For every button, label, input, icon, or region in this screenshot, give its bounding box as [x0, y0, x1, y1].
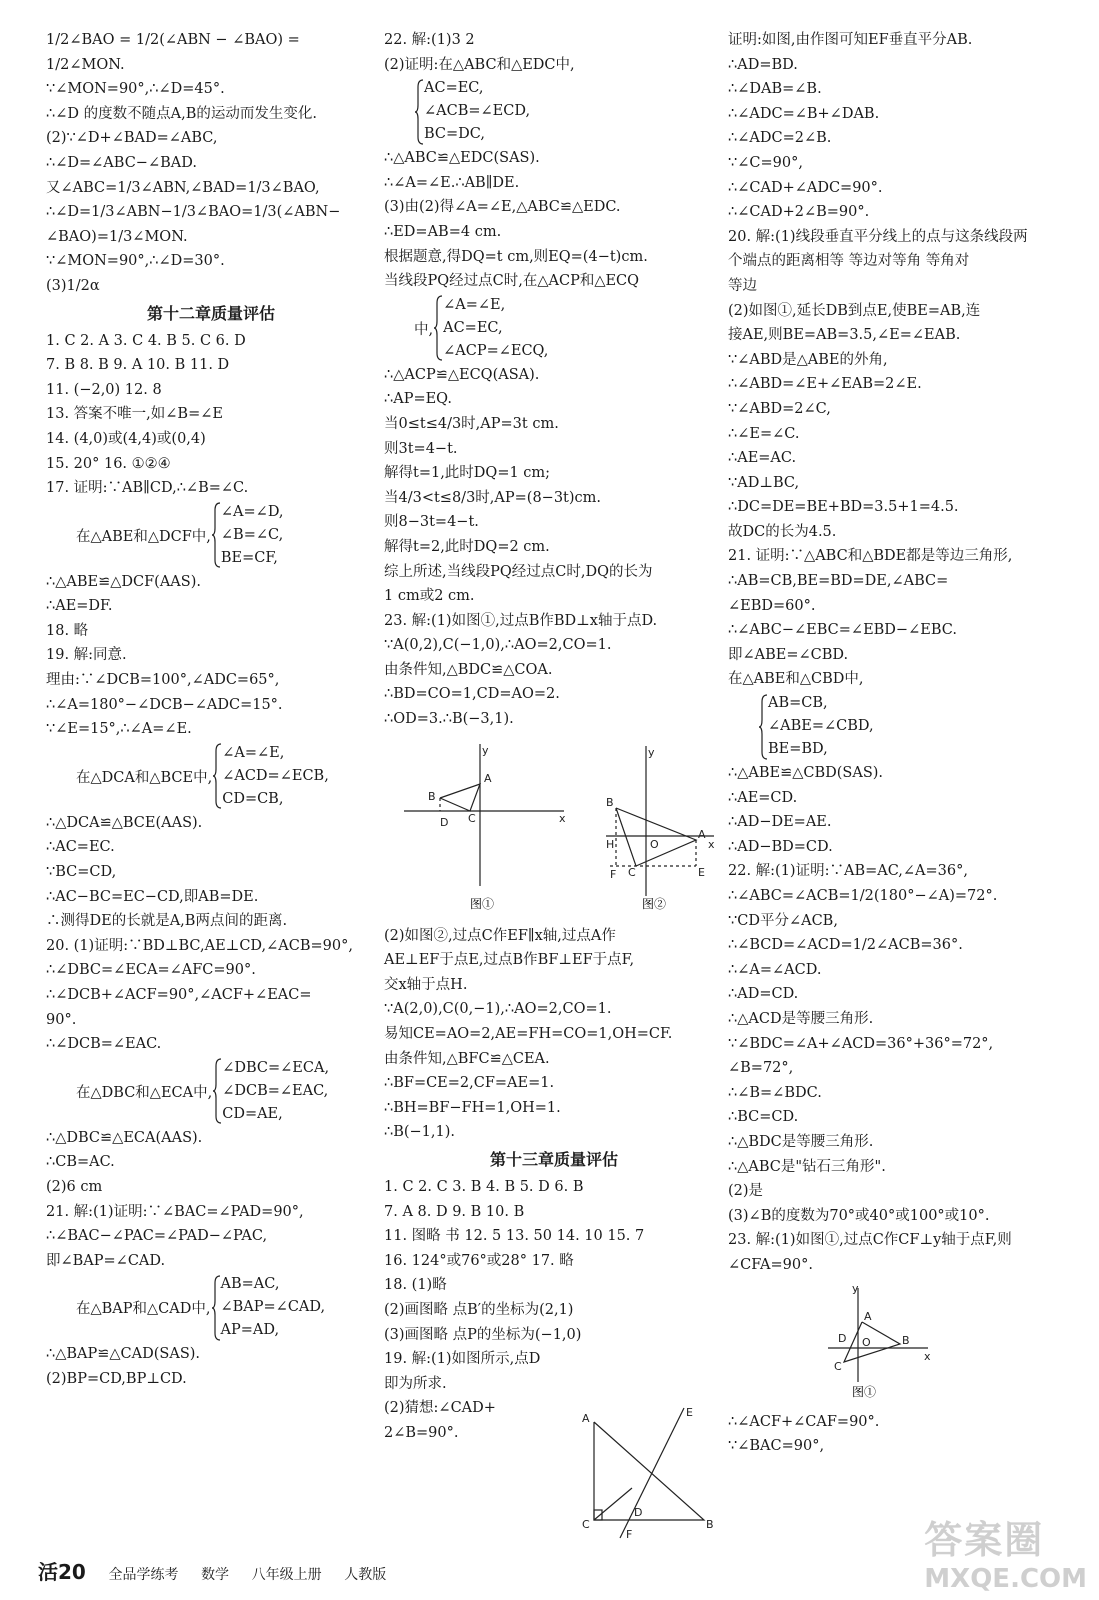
- text-line: ∠EBD=60°.: [728, 597, 816, 614]
- svg-text:F: F: [610, 867, 617, 881]
- svg-text:E: E: [686, 1406, 693, 1419]
- column-right: [728, 28, 1068, 1459]
- svg-text:O: O: [862, 1335, 871, 1349]
- text-line: ∴AP=EQ.: [384, 391, 452, 408]
- text-line: ∴∠ADC=2∠B.: [728, 130, 832, 147]
- equation-system: [384, 294, 724, 363]
- text-line: ∴∠E=∠C.: [728, 425, 800, 442]
- svg-text:C: C: [468, 811, 476, 825]
- text-line: 即∠BAP=∠CAD.: [46, 1252, 166, 1269]
- figure-2-caption: 图②: [642, 896, 667, 911]
- brace-icon: [414, 79, 424, 145]
- edition: 人教版: [344, 1567, 387, 1583]
- text-line: ∵A(2,0),C(0,−1),∴AO=2,CO=1.: [384, 1001, 612, 1018]
- answer-block: [728, 1410, 1068, 1459]
- text-line: 由条件知,△BFC≌△CEA.: [384, 1050, 550, 1067]
- equation-system: [728, 692, 1068, 761]
- text-line: ∴∠A=∠ACD.: [728, 961, 822, 978]
- system-rows: [443, 294, 548, 363]
- system-row: AC=EC,: [424, 80, 484, 97]
- figure-23-caption: 图①: [852, 1384, 877, 1399]
- text-line: 18. 略: [46, 622, 89, 639]
- text-line: 1 cm或2 cm.: [384, 588, 475, 605]
- brace-icon: [212, 1058, 222, 1124]
- text-line: 1. C 2. C 3. B 4. B 5. D 6. B: [384, 1179, 584, 1195]
- system-row: ∠DCB=∠EAC,: [222, 1082, 329, 1099]
- text-line: (2)证明:在△ABC和△EDC中,: [384, 56, 575, 73]
- text-line: 等边: [728, 277, 757, 294]
- answer-block: [384, 28, 724, 77]
- system-row: ∠BAP=∠CAD,: [220, 1299, 326, 1316]
- system-row: BC=DC,: [424, 126, 485, 143]
- answer-block: [384, 146, 724, 294]
- system-prefix: 在△BAP和△CAD中,: [76, 1301, 211, 1318]
- text-line: 根据题意,得DQ=t cm,则EQ=(4−t)cm.: [384, 248, 648, 265]
- text-line: 当4/3<t≤8/3时,AP=(8−3t)cm.: [384, 489, 602, 506]
- svg-text:x: x: [924, 1349, 931, 1363]
- system-rows: [222, 742, 329, 811]
- text-line: ∴∠ADC=∠B+∠DAB.: [728, 105, 880, 122]
- text-line: ∴△ABC≌△EDC(SAS).: [384, 150, 540, 167]
- chapter-13-heading: 第十三章质量评估: [489, 1150, 618, 1169]
- svg-text:A: A: [698, 827, 706, 841]
- svg-text:B: B: [706, 1518, 714, 1531]
- svg-text:y: y: [852, 1281, 859, 1295]
- system-prefix: 在△DBC和△ECA中,: [76, 1084, 213, 1101]
- watermark-text: 答案圈: [924, 1518, 1045, 1562]
- svg-text:O: O: [650, 837, 659, 851]
- text-line: ∴∠A=180°−∠DCB−∠ADC=15°.: [46, 696, 283, 713]
- equation-system: [46, 1273, 376, 1342]
- text-line: (2)是: [728, 1183, 764, 1200]
- text-line: 15. 20° 16. ①②④: [46, 455, 171, 472]
- text-line: 22. 解:(1)3 2: [384, 32, 475, 48]
- text-line: ∴∠ABC−∠EBC=∠EBD−∠EBC.: [728, 622, 957, 639]
- text-line: 即∠ABE=∠CBD.: [728, 646, 849, 663]
- text-line: ∴△ABE≌△DCF(AAS).: [46, 573, 201, 590]
- chapter-12-heading: 第十二章质量评估: [146, 303, 275, 323]
- text-line: ∴B(−1,1).: [384, 1124, 456, 1141]
- text-line: ∴AD−DE=AE.: [728, 814, 832, 831]
- text-line: ∴AD=CD.: [728, 986, 799, 1003]
- text-line: (2)6 cm: [46, 1178, 103, 1195]
- brace-icon: [212, 743, 222, 809]
- svg-text:y: y: [648, 745, 655, 759]
- text-line: ∴AE=CD.: [728, 789, 798, 806]
- svg-text:A: A: [864, 1309, 872, 1323]
- text-line: ∴AD=BD.: [728, 56, 798, 73]
- text-line: ∴ED=AB=4 cm.: [384, 223, 502, 240]
- text-line: ∵CD平分∠ACB,: [728, 912, 838, 929]
- text-line: 20. 解:(1)线段垂直平分线上的点与这条线段两: [728, 228, 1028, 245]
- text-line: (3)由(2)得∠A=∠E,△ABC≌△EDC.: [384, 199, 621, 216]
- text-line: ∴AD−BD=CD.: [728, 838, 833, 855]
- text-line: 当线段PQ经过点C时,在△ACP和△ECQ: [384, 273, 640, 290]
- svg-text:C: C: [834, 1359, 842, 1373]
- text-line: 交x轴于点H.: [384, 976, 468, 993]
- text-line: ∴∠DCB=∠EAC.: [46, 1036, 162, 1053]
- text-line: ∴AC−BC=EC−CD,即AB=DE.: [46, 888, 259, 905]
- system-row: ∠A=∠E,: [443, 296, 506, 313]
- equation-system: [384, 77, 724, 146]
- text-line: ∴∠D=∠ABC−∠BAD.: [46, 154, 197, 171]
- text-line: 理由:∵∠DCB=100°,∠ADC=65°,: [46, 672, 280, 689]
- page-number: 活20: [38, 1560, 86, 1584]
- system-row: ∠ACP=∠ECQ,: [443, 342, 549, 359]
- system-row: AB=AC,: [220, 1276, 280, 1293]
- text-line: ∴△BAP≌△CAD(SAS).: [46, 1346, 201, 1363]
- svg-text:B: B: [606, 795, 614, 809]
- text-line: ∵∠ABD=2∠C,: [728, 400, 831, 417]
- text-line: 21. 解:(1)证明:∵∠BAC=∠PAD=90°,: [46, 1203, 304, 1220]
- text-line: ∵∠MON=90°,∴∠D=45°.: [46, 81, 225, 98]
- svg-text:D: D: [440, 815, 449, 829]
- equation-system: [46, 1057, 376, 1126]
- text-line: 故DC的长为4.5.: [728, 523, 837, 540]
- text-line: 90°.: [46, 1011, 77, 1028]
- text-line: 接AE,则BE=AB=3.5,∠E=∠EAB.: [728, 327, 961, 344]
- text-line: ∵∠BDC=∠A+∠ACD=36°+36°=72°,: [728, 1035, 994, 1052]
- text-line: ∴△DCA≌△BCE(AAS).: [46, 814, 203, 831]
- figure-1-caption: 图①: [470, 896, 495, 911]
- text-line: 解得t=2,此时DQ=2 cm.: [384, 538, 550, 555]
- answer-block: [46, 1342, 376, 1391]
- text-line: 16. 124°或76°或28° 17. 略: [384, 1252, 574, 1269]
- text-line: 23. 解:(1)如图①,过点C作CF⊥y轴于点F,则: [728, 1232, 1012, 1249]
- text-line: ∴∠DCB+∠ACF=90°,∠ACF+∠EAC=: [46, 987, 312, 1003]
- text-line: ∴OD=3.∴B(−3,1).: [384, 711, 514, 728]
- text-line: ∴∠BCD=∠ACD=1/2∠ACB=36°.: [728, 937, 963, 954]
- system-row: BE=CF,: [220, 549, 278, 566]
- text-line: 21. 证明:∵△ABC和△BDE都是等边三角形,: [728, 548, 1013, 565]
- column-middle: [384, 28, 724, 1540]
- text-line: ∴∠D 的度数不随点A,B的运动而发生变化.: [46, 105, 317, 122]
- text-line: 1/2∠BAO = 1/2(∠ABN − ∠BAO) =: [46, 32, 300, 48]
- text-line: ∴△BDC是等腰三角形.: [728, 1133, 874, 1150]
- svg-text:B: B: [902, 1333, 910, 1347]
- watermark: [924, 1509, 1087, 1594]
- text-line: ∵∠C=90°,: [728, 154, 803, 171]
- text-line: 17. 证明:∵AB∥CD,∴∠B=∠C.: [46, 480, 249, 497]
- system-rows: [222, 1057, 329, 1126]
- text-line: 即为所求.: [384, 1375, 447, 1392]
- text-line: ∴BF=CE=2,CF=AE=1.: [384, 1075, 555, 1092]
- text-line: ∴△ABC是"钻石三角形".: [728, 1158, 886, 1175]
- svg-text:E: E: [698, 865, 705, 879]
- text-line: 14. (4,0)或(4,4)或(0,4): [46, 430, 206, 447]
- text-line: ∴∠ABD=∠E+∠EAB=2∠E.: [728, 376, 922, 393]
- system-row: AC=EC,: [443, 319, 503, 336]
- text-line: ∴∠DBC=∠ECA=∠AFC=90°.: [46, 962, 256, 979]
- answer-block: [384, 924, 724, 1145]
- answer-block: [46, 28, 376, 299]
- text-line: ∴∠CAD+2∠B=90°.: [728, 204, 870, 221]
- system-prefix: 中,: [414, 321, 434, 338]
- text-line: ∴∠A=∠E.∴AB∥DE.: [384, 174, 520, 191]
- text-line: ∴AB=CB,BE=BD=DE,∠ABC=: [728, 573, 949, 590]
- text-line: 11. 图略 书 12. 5 13. 50 14. 10 15. 7: [384, 1228, 645, 1245]
- text-line: ∴AE=AC.: [728, 450, 797, 467]
- text-line: 在△ABE和△CBD中,: [728, 671, 864, 688]
- equation-system: [46, 742, 376, 811]
- text-line: ∴∠ACF+∠CAF=90°.: [728, 1413, 880, 1430]
- text-line: 由条件知,△BDC≌△COA.: [384, 661, 553, 678]
- text-line: 易知CE=AO=2,AE=FH=CO=1,OH=CF.: [384, 1026, 673, 1043]
- coordinate-figures-svg: [384, 736, 724, 916]
- text-line: ∴∠CAD+∠ADC=90°.: [728, 179, 883, 196]
- text-line: (3)∠B的度数为70°或40°或100°或10°.: [728, 1207, 990, 1224]
- text-line: 18. (1)略: [384, 1277, 447, 1294]
- text-line: ∴△ACP≌△ECQ(ASA).: [384, 366, 540, 383]
- text-line: ∴△ABE≌△CBD(SAS).: [728, 765, 884, 782]
- answer-block: [728, 761, 1068, 1277]
- text-line: (3)1/2α: [46, 277, 100, 294]
- text-line: ∴∠B=∠BDC.: [728, 1084, 822, 1101]
- text-line: ∴△DBC≌△ECA(AAS).: [46, 1129, 203, 1146]
- text-line: ∴CB=AC.: [46, 1154, 115, 1171]
- svg-text:x: x: [708, 837, 715, 851]
- text-line: (2)如图②,过点C作EF∥x轴,过点A作: [384, 927, 616, 944]
- text-line: ∴AC=EC.: [46, 839, 115, 856]
- column-left: [46, 28, 376, 1392]
- text-line: ∴∠D=1/3∠ABN−1/3∠BAO=1/3(∠ABN−: [46, 204, 341, 221]
- text-line: ∵A(0,2),C(−1,0),∴AO=2,CO=1.: [384, 637, 612, 654]
- system-row: AP=AD,: [220, 1322, 280, 1339]
- system-rows: [221, 501, 284, 570]
- system-rows: [221, 1273, 326, 1342]
- svg-text:y: y: [482, 743, 489, 757]
- text-line: 则8−3t=4−t.: [384, 514, 479, 531]
- svg-text:A: A: [484, 771, 492, 785]
- text-line: ∴BD=CO=1,CD=AO=2.: [384, 686, 560, 703]
- system-prefix: 在△DCA和△BCE中,: [76, 769, 213, 786]
- text-line: ∴BC=CD.: [728, 1109, 799, 1126]
- svg-text:C: C: [628, 865, 636, 879]
- coordinate-figures: [384, 736, 724, 920]
- text-line: (2)BP=CD,BP⊥CD.: [46, 1370, 187, 1387]
- equation-system: [46, 501, 376, 570]
- svg-text:A: A: [582, 1412, 590, 1425]
- svg-text:D: D: [838, 1331, 847, 1345]
- grade: 八年级上册: [251, 1567, 322, 1583]
- text-line: ∵∠E=15°,∴∠A=∠E.: [46, 721, 192, 738]
- svg-text:D: D: [634, 1506, 643, 1519]
- brace-icon: [211, 1275, 221, 1341]
- text-line: ∵∠BAC=90°,: [728, 1438, 825, 1455]
- text-line: 解得t=1,此时DQ=1 cm;: [384, 465, 551, 482]
- system-row: ∠A=∠D,: [220, 503, 284, 520]
- text-line: ∴测得DE的长就是A,B两点间的距离.: [46, 913, 288, 930]
- brace-icon: [758, 694, 768, 760]
- system-rows: [424, 77, 530, 146]
- text-line: 11. (−2,0) 12. 8: [46, 381, 162, 398]
- system-row: AB=CB,: [768, 695, 828, 712]
- text-line: 19. 解:同意.: [46, 647, 127, 664]
- svg-text:C: C: [582, 1518, 590, 1531]
- text-line: ∵∠MON=90°,∴∠D=30°.: [46, 253, 225, 270]
- system-row: BE=BD,: [768, 741, 828, 758]
- text-line: ∴∠DAB=∠B.: [728, 81, 822, 98]
- system-row: ∠ABE=∠CBD,: [768, 718, 874, 735]
- answer-block: [728, 28, 1068, 692]
- text-line: 综上所述,当线段PQ经过点C时,DQ的长为: [384, 563, 653, 580]
- system-prefix: 在△ABE和△DCF中,: [76, 528, 211, 545]
- text-line: ∴∠BAC−∠PAC=∠PAD−∠PAC,: [46, 1228, 268, 1245]
- text-line: 20. (1)证明:∵BD⊥BC,AE⊥CD,∠ACB=90°,: [46, 937, 353, 954]
- text-line: 则3t=4−t.: [384, 440, 458, 457]
- system-row: ∠B=∠C,: [220, 526, 284, 543]
- text-line: ∴AE=DF.: [46, 598, 113, 615]
- text-line: 19. 解:(1)如图所示,点D: [384, 1351, 541, 1368]
- system-row: ∠A=∠E,: [222, 744, 285, 761]
- text-line: ∵AD⊥BC,: [728, 474, 800, 491]
- svg-text:H: H: [606, 837, 615, 851]
- system-row: CD=CB,: [222, 790, 284, 807]
- text-line: ∠BAO)=1/3∠MON.: [46, 228, 188, 245]
- text-line: 1/2∠MON.: [46, 56, 125, 73]
- text-line: ∴BH=BF−FH=1,OH=1.: [384, 1099, 561, 1116]
- text-line: 23. 解:(1)如图①,过点B作BD⊥x轴于点D.: [384, 612, 658, 629]
- answer-block: [46, 570, 376, 742]
- brace-icon: [433, 295, 443, 361]
- system-row: ∠ACB=∠ECD,: [424, 103, 531, 120]
- page-footer: [38, 1556, 386, 1585]
- svg-text:B: B: [428, 789, 436, 803]
- figure-23: [728, 1282, 1068, 1406]
- text-line: ∵BC=CD,: [46, 864, 117, 881]
- series-name: 全品学练考: [108, 1567, 179, 1583]
- text-line: (2)画图略 点B′的坐标为(2,1): [384, 1301, 574, 1318]
- text-line: 个端点的距离相等 等边对等角 等角对: [728, 253, 970, 270]
- text-line: 22. 解:(1)证明:∵AB=AC,∠A=36°,: [728, 863, 968, 880]
- text-line: ∴DC=DE=BE+BD=3.5+1=4.5.: [728, 499, 959, 516]
- watermark-url: MXQE.COM: [924, 1564, 1087, 1594]
- answer-block: [384, 363, 724, 732]
- system-row: CD=AE,: [222, 1105, 283, 1122]
- svg-text:F: F: [626, 1528, 633, 1540]
- brace-icon: [211, 502, 221, 568]
- text-line: ∠CFA=90°.: [728, 1256, 813, 1273]
- system-row: ∠ACD=∠ECB,: [222, 767, 329, 784]
- text-line: ∵∠ABD是△ABE的外角,: [728, 351, 888, 368]
- subject: 数学: [201, 1567, 230, 1583]
- svg-text:x: x: [559, 811, 566, 825]
- text-line: (2)如图①,延长DB到点E,使BE=AB,连: [728, 302, 981, 319]
- text-line: 7. B 8. B 9. A 10. B 11. D: [46, 357, 230, 374]
- text-line: (2)∵∠D+∠BAD=∠ABC,: [46, 130, 218, 147]
- text-line: 2∠B=90°.: [384, 1424, 459, 1441]
- text-line: 13. 答案不唯一,如∠B=∠E: [46, 406, 223, 423]
- text-line: 当0≤t≤4/3时,AP=3t cm.: [384, 415, 559, 432]
- text-line: 又∠ABC=1/3∠ABN,∠BAD=1/3∠BAO,: [46, 179, 320, 196]
- text-line: ∴△ACD是等腰三角形.: [728, 1010, 874, 1027]
- text-line: AE⊥EF于点E,过点B作BF⊥EF于点F,: [384, 952, 635, 969]
- text-line: ∠B=72°,: [728, 1060, 794, 1077]
- text-line: (3)画图略 点P的坐标为(−1,0): [384, 1326, 582, 1343]
- answer-block: [46, 329, 376, 501]
- triangle-figure: [574, 1400, 724, 1540]
- text-line: 证明:如图,由作图可知EF垂直平分AB.: [728, 32, 973, 48]
- text-line: 7. A 8. D 9. B 10. B: [384, 1203, 525, 1220]
- text-line: 1. C 2. A 3. C 4. B 5. C 6. D: [46, 332, 246, 349]
- answer-block: [46, 1126, 376, 1274]
- text-line: ∴∠ABC=∠ACB=1/2(180°−∠A)=72°.: [728, 888, 998, 904]
- system-rows: [768, 692, 874, 761]
- figure-23-svg: [818, 1282, 948, 1402]
- text-line: (2)猜想:∠CAD+: [384, 1400, 496, 1417]
- system-row: ∠DBC=∠ECA,: [222, 1059, 330, 1076]
- answer-block: [46, 811, 376, 1057]
